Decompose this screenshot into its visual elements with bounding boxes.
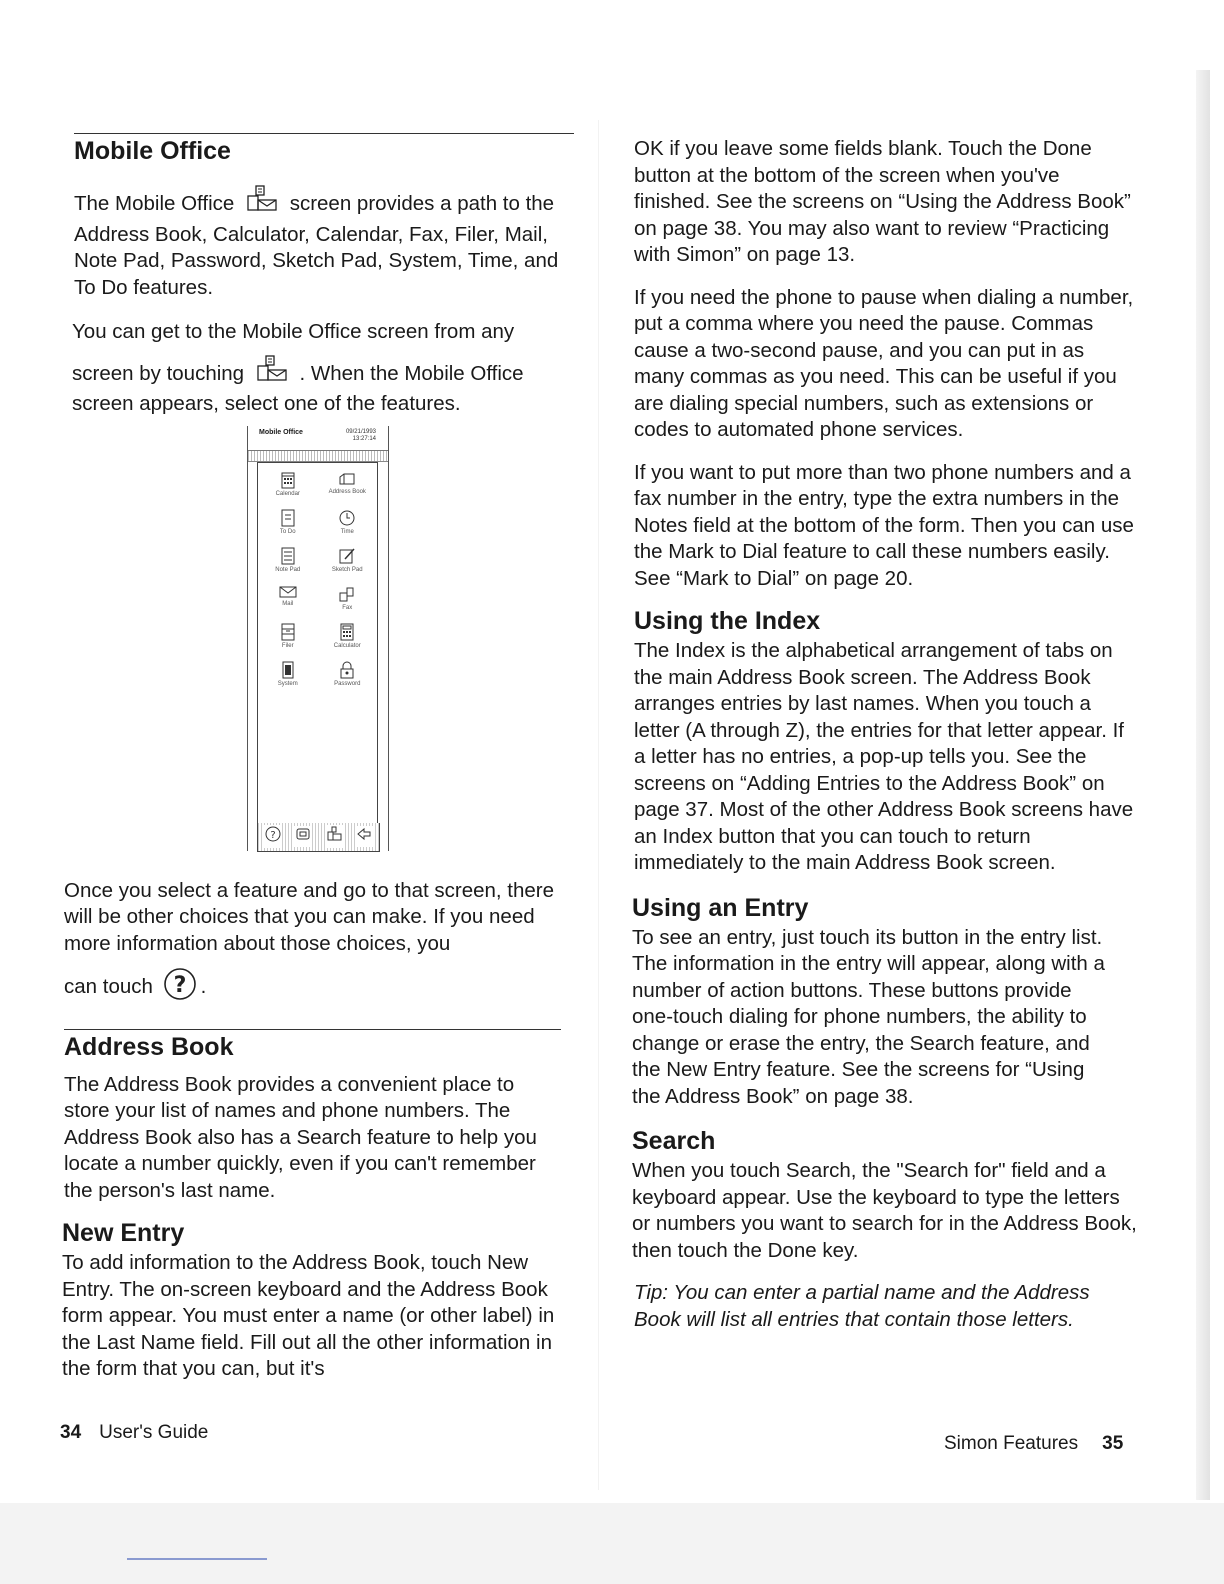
app-fax[interactable]: Fax xyxy=(318,585,378,611)
section-rule xyxy=(74,133,574,134)
note-pad-icon xyxy=(280,547,296,565)
search-tip: Tip: You can enter a partial name and the Address Book will list all entries that contain those letters. xyxy=(634,1281,1090,1331)
app-mail[interactable]: Mail xyxy=(258,585,318,611)
left-page xyxy=(62,133,577,1383)
page-number-right: 35 xyxy=(1102,1433,1124,1454)
help-icon xyxy=(265,826,281,842)
svg-text:?: ? xyxy=(173,973,186,998)
fax-icon xyxy=(338,585,356,603)
address-book-icon xyxy=(338,471,356,487)
phone-button[interactable] xyxy=(294,826,312,847)
app-password[interactable]: Password xyxy=(318,661,378,687)
help-button[interactable] xyxy=(264,825,282,848)
calculator-icon xyxy=(339,623,355,641)
page-edge-right xyxy=(1196,70,1210,1500)
footer-right xyxy=(944,1433,1123,1455)
app-sketch-pad[interactable]: Sketch Pad xyxy=(318,547,378,573)
right-page xyxy=(634,136,1139,1333)
right-paragraph-1: OK if you leave some fields blank. Touch the Done button at the bottom of the screen when you've finished. See the screens on “Using the Address Book” on page 38. You may also want to review “Practicing with Simon” on page 13. xyxy=(634,137,1131,266)
clock-icon xyxy=(338,509,356,527)
back-button[interactable] xyxy=(355,826,373,847)
mobile-office-paragraph: The Mobile Office screen provides a path to the Address Book, Calculator, Calendar, Fax, Filer, Mail, Note Pad, Password, Sketch Pad, System, Time, and To Do features. xyxy=(74,184,579,301)
system-icon xyxy=(281,661,295,679)
footer-left-label: User's Guide xyxy=(99,1422,209,1443)
mail-icon xyxy=(279,585,297,599)
app-to-do[interactable]: To Do xyxy=(258,509,318,535)
password-icon xyxy=(339,661,355,679)
device-title: Mobile Office xyxy=(259,428,303,436)
app-calculator[interactable]: Calculator xyxy=(318,623,378,649)
svg-text:?: ? xyxy=(270,830,276,841)
heading-search: Search xyxy=(632,1127,716,1155)
todo-icon xyxy=(280,509,296,527)
device-footer-bar xyxy=(257,823,380,852)
calendar-icon xyxy=(280,471,296,489)
app-calendar[interactable]: Calendar xyxy=(258,471,318,497)
mobile-office-icon xyxy=(326,826,342,842)
after-figure-paragraph: Once you select a feature and go to that screen, there will be other choices that you can make. If you need more information about those choices, you xyxy=(64,878,555,955)
mobile-office-icon xyxy=(254,354,290,392)
heading-using-entry: Using an Entry xyxy=(632,893,809,922)
device-datetime: 09/21/1993 13:27:14 xyxy=(345,428,376,442)
device-pattern-bar xyxy=(248,451,388,462)
app-filer[interactable]: Filer xyxy=(258,623,318,649)
phone-icon xyxy=(295,827,311,841)
help-icon xyxy=(163,967,197,1009)
device-app-grid xyxy=(257,462,378,824)
device-header xyxy=(248,426,388,451)
section-rule xyxy=(64,1029,561,1030)
search-paragraph: When you touch Search, the "Search for" field and a keyboard appear. Use the keyboard to type the letters or numbers you want to search for in the Address Book, then touch the Done key. xyxy=(632,1159,1137,1262)
address-book-paragraph: The Address Book provides a convenient place to store your list of names and phone numbers. The Address Book also has a Search feature to help you locate a number quickly, even if you can't remember the person's last name. xyxy=(64,1072,537,1202)
new-entry-paragraph: To add information to the Address Book, touch New Entry. The on-screen keyboard and the Address Book form appear. You must enter a name (or other label) in the Last Name field. Fill out all the other information in the form that you can, but it's xyxy=(62,1251,555,1380)
heading-new-entry: New Entry xyxy=(62,1219,185,1247)
app-note-pad[interactable]: Note Pad xyxy=(258,547,318,573)
sketch-pad-icon xyxy=(338,547,356,565)
help-touch-paragraph: can touch ? . xyxy=(64,967,577,1009)
heading-mobile-office: Mobile Office xyxy=(74,137,231,165)
bottom-link-underline xyxy=(127,1558,267,1560)
page-gutter xyxy=(598,120,599,1490)
heading-using-index: Using the Index xyxy=(634,607,821,635)
mobile-office-screenshot xyxy=(247,426,389,851)
back-arrow-icon xyxy=(356,827,372,841)
footer-left xyxy=(60,1422,208,1444)
page-number-left: 34 xyxy=(60,1422,82,1443)
app-address-book[interactable]: Address Book xyxy=(318,471,378,497)
footer-right-label: Simon Features xyxy=(944,1433,1079,1454)
page-edge-bottom xyxy=(0,1503,1224,1584)
mobile-office-access-paragraph: screen by touching . When the Mobile Office screen appears, select one of the features. xyxy=(72,354,577,418)
right-paragraph-2: If you need the phone to pause when dialing a number, put a comma where you need the pause. Commas cause a two-second pause, and you can put in as many commas as you need. This can be useful if you are dialing special numbers, such as extensions or codes to automated phone services. xyxy=(634,285,1134,441)
filer-icon xyxy=(280,623,296,641)
right-paragraph-3: If you want to put more than two phone numbers and a fax number in the entry, type the extra numbers in the Notes field at the bottom of the form. Then you can use the Mark to Dial feature to call these numbers easily. See “Mark to Dial” on page 20. xyxy=(634,460,1134,590)
mobile-office-icon xyxy=(244,184,280,222)
using-entry-paragraph: To see an entry, just touch its button in the entry list. The information in the entry will appear, along with a number of action buttons. These buttons provide one-touch dialing for phone numbers, the ability to change or erase the entry, the Search feature, and the New Entry feature. See the screens for “Using the Address Book” on page 38. xyxy=(632,925,1105,1108)
mobile-office-button[interactable] xyxy=(325,825,343,848)
heading-address-book: Address Book xyxy=(64,1032,234,1061)
using-index-paragraph: The Index is the alphabetical arrangement of tabs on the main Address Book screen. The Address Book arranges entries by last names. When you touch a letter (A through Z), the entries for that letter appear. If a letter has no entries, a pop-up tells you. See the screens on “Adding Entries to the Address Book” on page 37. Most of the other Address Book screens have an Index button that you can touch to return immediately to the main Address Book screen. xyxy=(634,639,1134,874)
app-time[interactable]: Time xyxy=(318,509,378,535)
app-system[interactable]: System xyxy=(258,661,318,687)
mobile-office-access-line: You can get to the Mobile Office screen from any xyxy=(72,320,515,343)
